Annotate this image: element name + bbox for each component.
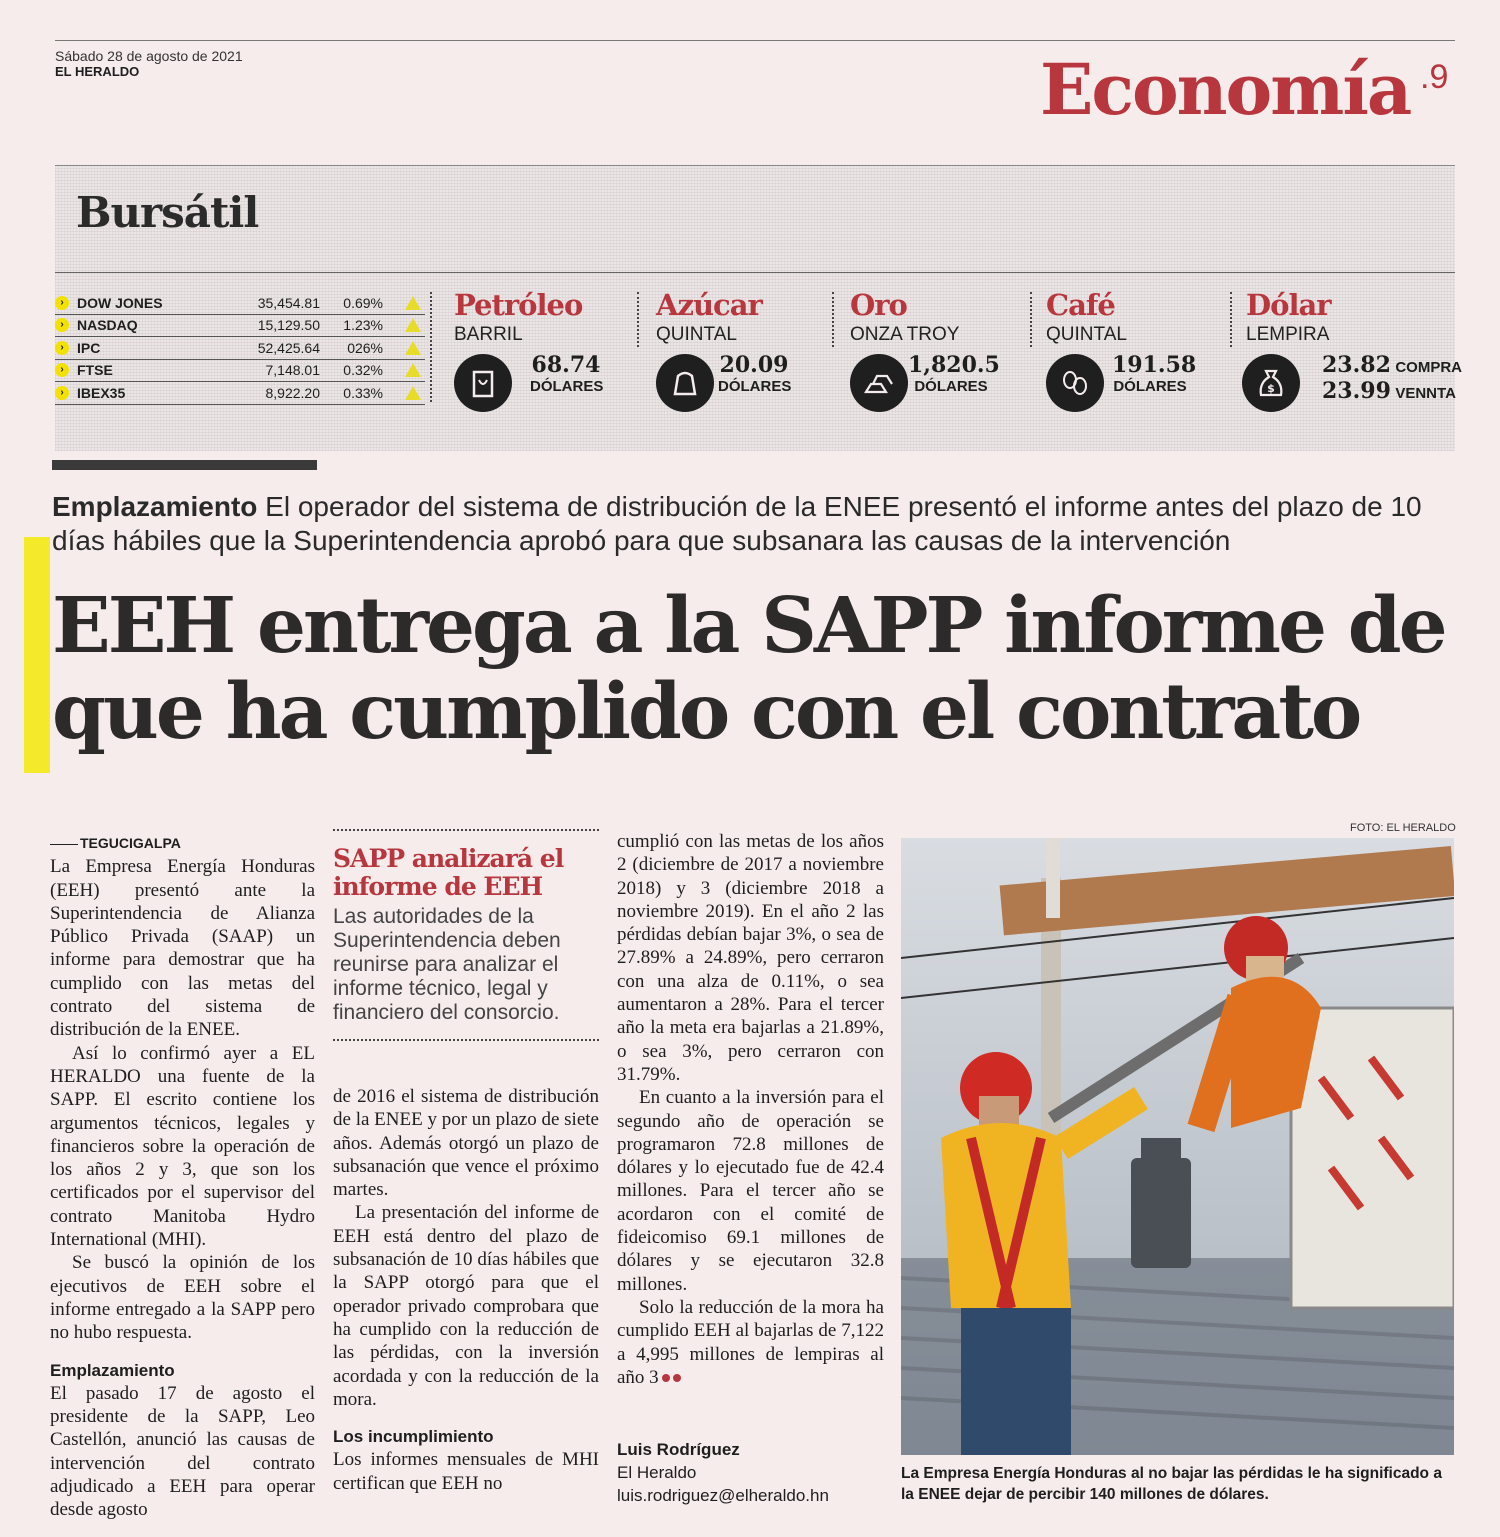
dateline: TEGUCIGALPA	[50, 832, 315, 855]
market-rule	[55, 272, 1455, 273]
subheading: Emplazamiento	[50, 1360, 175, 1380]
market-title: Bursátil	[76, 188, 259, 237]
commodity-oro	[850, 288, 959, 346]
author-outlet: El Heraldo	[617, 1463, 697, 1482]
index-name: FTSE	[77, 362, 113, 379]
paragraph: de 2016 el sistema de distribución de la ENEE y por un plazo de siete años. Además otorgó un plazo de subsanación que vence el próximo martes.	[333, 1086, 599, 1201]
index-change: 0.33%	[343, 384, 383, 401]
index-value: 8,922.20	[265, 384, 320, 401]
issue-date: Sábado 28 de agosto de 2021	[55, 48, 243, 64]
index-change: 026%	[347, 339, 383, 356]
commodity-price	[530, 352, 602, 395]
commodity-dolar	[1246, 288, 1331, 346]
commodity-name: Azúcar	[656, 288, 762, 322]
svg-text:$: $	[1267, 382, 1275, 395]
kicker-text: El operador del sistema de distribución de la ENEE presentó el informe antes del plazo de 10 días hábiles que la Superintendencia aprobó para que subsanara las causas de la intervención	[52, 491, 1422, 556]
sidebar-title: SAPP analizará el informe de EEH	[333, 844, 564, 901]
commodity-currency: DÓLARES	[718, 378, 792, 395]
index-row	[55, 382, 425, 405]
paragraph: El pasado 17 de agosto el presidente de la SAPP, Leo Castellón, anunció las causas de intervención del contrato adjudicado a EEH para operar desde agosto	[50, 1382, 315, 1521]
paragraph: La presentación del informe de EEH está dentro del plazo de subsanación de 10 días hábiles que la SAPP otorgó para que el operador privado comprobara que ha cumplido con la reducción de las pérdidas, con la inversión acordada y con la reducción de la mora.	[333, 1202, 599, 1410]
sugar-sack-icon	[656, 354, 714, 412]
column-separator	[832, 292, 834, 347]
commodity-name: Petróleo	[454, 288, 583, 322]
index-row	[55, 337, 425, 360]
paragraph	[617, 1296, 884, 1389]
commodity-name: Dólar	[1246, 288, 1331, 322]
chevron-right-icon: ›	[55, 318, 69, 332]
index-name: IPC	[77, 339, 101, 356]
column-separator	[1230, 292, 1232, 347]
article-column-3	[617, 830, 884, 1389]
index-value: 15,129.50	[257, 317, 320, 334]
commodity-unit: ONZA TROY	[850, 324, 960, 345]
paragraph-text: Solo la reducción de la mora ha cumplido EEH al bajarlas de 7,122 a 4,995 millones de lempiras al año 3	[617, 1296, 884, 1388]
dollar-rates	[1322, 352, 1462, 404]
index-row	[55, 292, 425, 315]
index-name: IBEX35	[77, 384, 126, 401]
index-row	[55, 360, 425, 383]
index-row	[55, 315, 425, 338]
commodity-price	[718, 352, 790, 395]
column-separator	[1030, 292, 1032, 347]
commodity-value: 20.09	[719, 352, 789, 378]
index-value: 35,454.81	[257, 294, 320, 311]
photo-caption: La Empresa Energía Honduras al no bajar las pérdidas le ha significado a la ENEE dejar de percibir 140 millones de dólares.	[901, 1465, 1442, 1503]
column-separator	[430, 292, 432, 402]
index-change: 0.32%	[343, 362, 383, 379]
headline: EEH entrega a la SAPP informe de que ha cumplido con el contrato	[52, 581, 1445, 757]
commodity-unit: QUINTAL	[1046, 324, 1127, 345]
commodity-currency: DÓLARES	[914, 378, 988, 395]
commodity-petroleo	[454, 288, 582, 346]
index-value: 52,425.64	[257, 339, 320, 356]
chevron-right-icon: ›	[55, 386, 69, 400]
gold-bars-icon	[850, 354, 908, 412]
paragraph: Se buscó la opinión de los ejecutivos de EEH sobre el informe entregado a la SAPP pero no hubo respuesta.	[50, 1252, 315, 1344]
commodity-price	[908, 352, 1000, 395]
commodity-name: Oro	[850, 288, 907, 322]
lineworkers-illustration	[901, 838, 1454, 1455]
article-photo	[901, 838, 1454, 1455]
paragraph: En cuanto a la inversión para el segundo año de operación se programaron 72.8 millones de dólares y lo ejecutado fue de 42.4 millones. Para el tercer año se acordaron con el comité de fideicomiso 69.1 millones de dólares y se ejecutaron 32.8 millones.	[617, 1087, 884, 1295]
index-name: DOW JONES	[77, 294, 163, 311]
photo-credit: FOTO: EL HERALDO	[1350, 822, 1456, 834]
end-mark-icon	[673, 1374, 681, 1382]
coffee-bean-icon	[1046, 354, 1104, 412]
paragraph: La Empresa Energía Honduras (EEH) presentó ante la Superintendencia de Alianza Público Privada (SAAP) un informe para demostrar que ha cumplido con las metas del contrato del sistema de distribución de la ENEE.	[50, 856, 315, 1041]
newspaper-name: EL HERALDO	[55, 64, 140, 79]
commodity-value: 68.74	[531, 352, 601, 378]
up-triangle-icon	[405, 341, 421, 355]
sidebar-text: Las autoridades de la Superintendencia deben reunirse para analizar el informe técnico, legal y financiero del consorcio.	[333, 905, 561, 1024]
dollar-sell-value: 23.99	[1322, 378, 1391, 404]
commodity-value: 1,820.5	[908, 352, 1000, 378]
commodity-value: 191.58	[1112, 352, 1197, 378]
column-separator	[637, 292, 639, 347]
commodity-azucar	[656, 288, 762, 346]
dollar-sell-label: VENNTA	[1395, 385, 1456, 402]
article-column-1	[50, 832, 315, 1522]
index-value: 7,148.01	[265, 362, 320, 379]
end-mark-icon	[662, 1374, 670, 1382]
author-email[interactable]: luis.rodriguez@elheraldo.hn	[617, 1486, 829, 1505]
chevron-right-icon: ›	[55, 363, 69, 377]
section-title: Economía	[1040, 48, 1411, 131]
commodity-cafe	[1046, 288, 1127, 346]
subheading: Los incumplimiento	[333, 1427, 494, 1447]
index-table	[55, 292, 425, 405]
section-divider	[52, 460, 317, 470]
byline	[617, 1438, 887, 1507]
highlight-bar	[24, 537, 50, 773]
up-triangle-icon	[405, 318, 421, 332]
chevron-right-icon: ›	[55, 296, 69, 310]
commodity-name: Café	[1046, 288, 1115, 322]
commodity-unit: QUINTAL	[656, 324, 737, 345]
commodity-currency: DÓLARES	[530, 378, 604, 395]
commodity-unit: BARRIL	[454, 324, 523, 345]
top-rule	[55, 40, 1455, 41]
dollar-buy-value: 23.82	[1322, 352, 1391, 378]
index-change: 0.69%	[343, 294, 383, 311]
up-triangle-icon	[405, 386, 421, 400]
commodity-currency: DÓLARES	[1113, 378, 1187, 395]
money-bag-icon	[1242, 354, 1300, 412]
author-name: Luis Rodríguez	[617, 1440, 740, 1459]
index-name: NASDAQ	[77, 317, 138, 334]
chevron-right-icon: ›	[55, 341, 69, 355]
index-change: 1.23%	[343, 317, 383, 334]
paragraph: cumplió con las metas de los años 2 (diciembre de 2017 a noviembre 2018) y 3 (diciembre 2018 a noviembre 2019). En el año 2 las pérdidas debían bajar 3%, o sea de 27.89% a 24.89%, pero cerraron con una alza de 0.11%, o sea aumentaron a 28%. Para el tercer año la meta era bajarlas a 21.89%, o sea 3%, pero cerraron con 31.79%.	[617, 831, 884, 1085]
dollar-buy-label: COMPRA	[1395, 359, 1463, 376]
kicker	[52, 490, 1452, 558]
oil-barrel-icon	[454, 354, 512, 412]
paragraph: Así lo confirmó ayer a EL HERALDO una fuente de la SAPP. El escrito contiene los argumentos técnicos, legales y financieros sobre la operación de los años 2 y 3, que son los certificados por el supervisor del contrato Manitoba Hydro International (MHI).	[50, 1042, 315, 1251]
up-triangle-icon	[405, 296, 421, 310]
commodity-price	[1112, 352, 1197, 395]
up-triangle-icon	[405, 363, 421, 377]
page-number: .9	[1420, 58, 1449, 96]
sidebar-box	[333, 829, 599, 1041]
paragraph: Los informes mensuales de MHI certifican que EEH no	[333, 1449, 599, 1494]
commodity-unit: LEMPIRA	[1246, 324, 1330, 345]
article-column-2	[333, 1085, 599, 1495]
kicker-label: Emplazamiento	[52, 491, 258, 522]
